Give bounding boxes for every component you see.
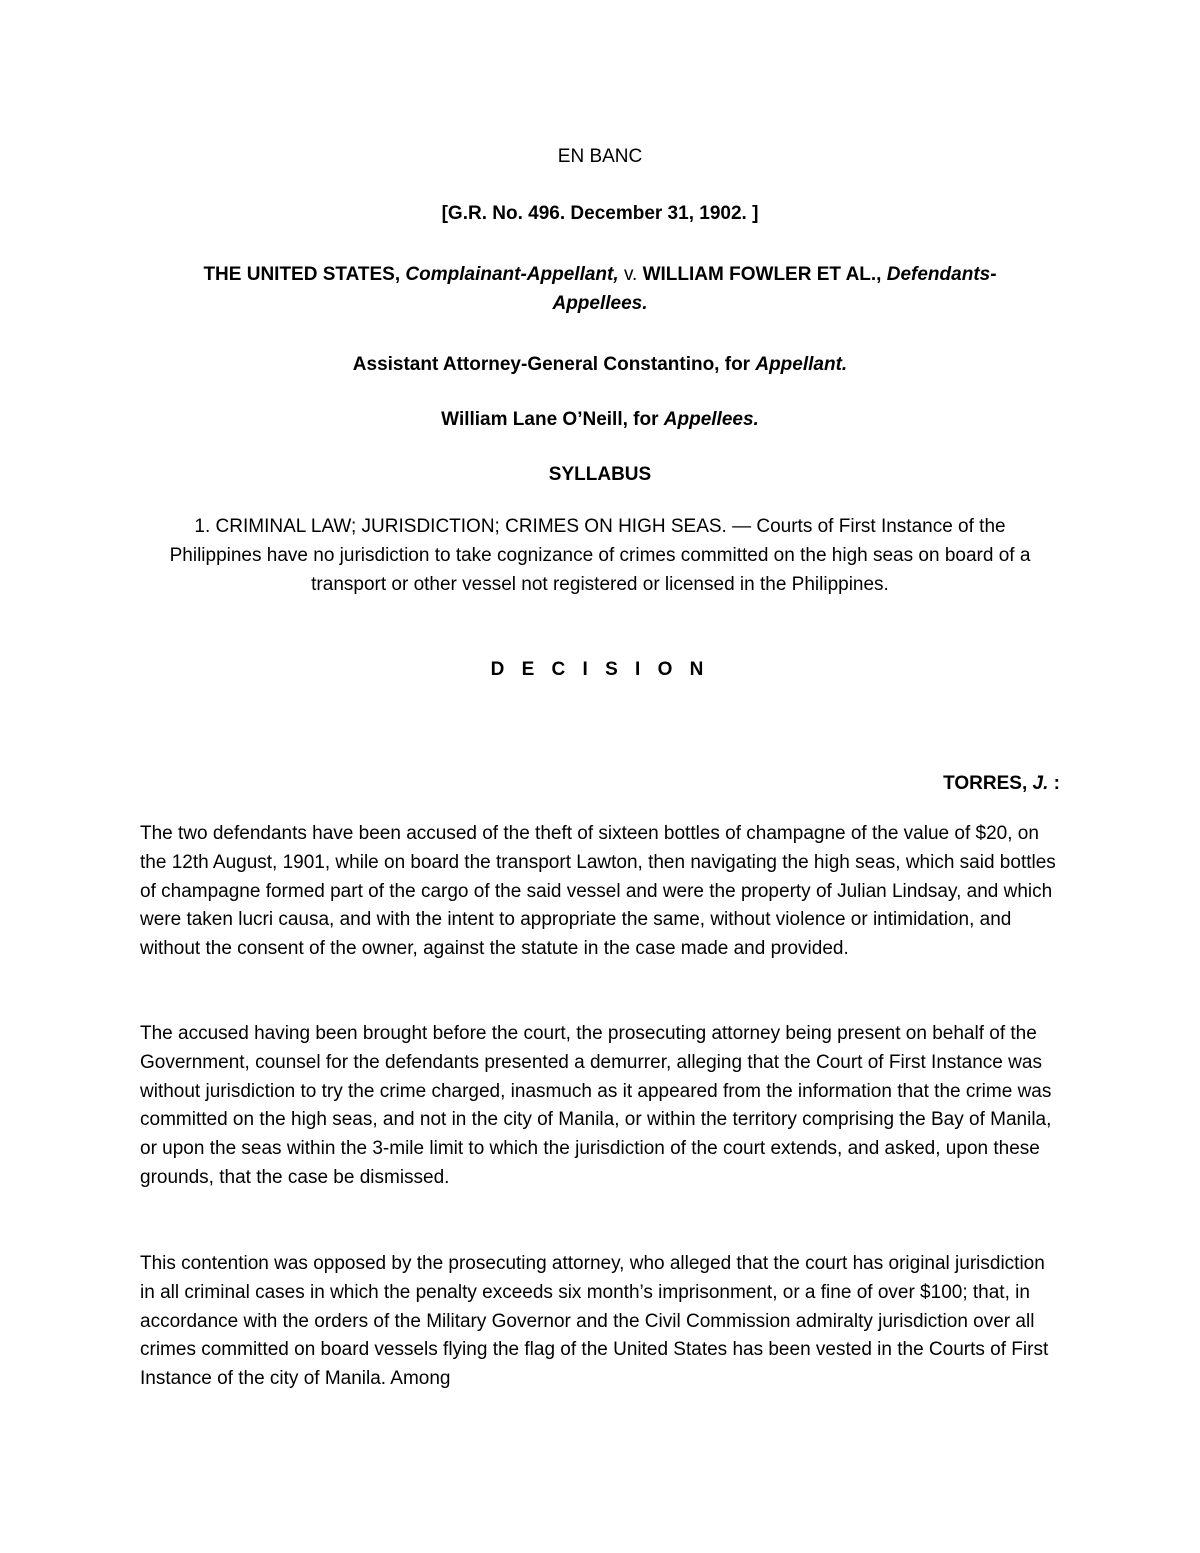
judge-title: J. bbox=[1032, 773, 1049, 794]
appellee-counsel-role: Appellees. bbox=[663, 409, 759, 430]
plaintiff-role: Complainant-Appellant, bbox=[405, 264, 619, 285]
body-paragraph-2: The accused having been brought before the court, the prosecuting attorney being present on behalf of the Government, counsel for the defendants presented a demurrer, alleging that the Court of First Instance was without jurisdiction to try the crime charged, inasmuch as it appeared from the information that the crime was committed on the high seas, and not in the city of Manila, or within the territory comprising the Bay of Manila, or upon the seas within the 3-mile limit to which the jurisdiction of the court extends, and asked, upon these grounds, that the case be dismissed. bbox=[140, 1023, 1052, 1188]
court-division: EN BANC bbox=[557, 146, 643, 167]
judge-name: TORRES, bbox=[943, 773, 1028, 794]
appellant-counsel-role: Appellant. bbox=[755, 354, 848, 375]
judge-suffix: : bbox=[1053, 773, 1060, 794]
appellant-counsel bbox=[140, 350, 1060, 379]
appellee-counsel bbox=[140, 405, 1060, 434]
syllabus-heading: SYLLABUS bbox=[548, 464, 652, 485]
plaintiff-name: THE UNITED STATES, bbox=[203, 264, 401, 285]
ponente bbox=[140, 769, 1060, 798]
syllabus-item-1: 1. CRIMINAL LAW; JURISDICTION; CRIMES ON HIGH SEAS. — Courts of First Instance of the Philippines have no jurisdiction to take cognizance of crimes committed on the high seas on board of a transport or other vessel not registered or licensed in the Philippines. bbox=[169, 516, 1031, 595]
body-paragraph-1: The two defendants have been accused of the theft of sixteen bottles of champagne of the value of $20, on the 12th August, 1901, while on board the transport Lawton, then navigating the high seas, which said bottles of champagne formed part of the cargo of the said vessel and were the property of Julian Lindsay, and which were taken lucri causa, and with the intent to appropriate the same, without violence or intimidation, and without the consent of the owner, against the statute in the case made and provided. bbox=[140, 823, 1056, 960]
defendant-name: WILLIAM FOWLER ET AL., bbox=[642, 264, 882, 285]
case-number: [G.R. No. 496. December 31, 1902. ] bbox=[441, 203, 759, 224]
appellee-counsel-name: William Lane O’Neill, for bbox=[441, 409, 659, 430]
defendant-role: Defendants-Appellees. bbox=[552, 264, 997, 314]
appellant-counsel-name: Assistant Attorney-General Constantino, for bbox=[352, 354, 751, 375]
case-title bbox=[170, 260, 1030, 318]
versus: v. bbox=[623, 264, 638, 285]
body-paragraph-3: This contention was opposed by the prosecuting attorney, who alleged that the court has original jurisdiction in all criminal cases in which the penalty exceeds six month’s imprisonment, or a fine of over $100; that, in accordance with the orders of the Military Governor and the Civil Commission admiralty jurisdiction over all crimes committed on board vessels flying the flag of the United States has been vested in the Courts of First Instance of the city of Manila. Among bbox=[140, 1253, 1049, 1390]
decision-heading: D E C I S I O N bbox=[490, 659, 710, 680]
